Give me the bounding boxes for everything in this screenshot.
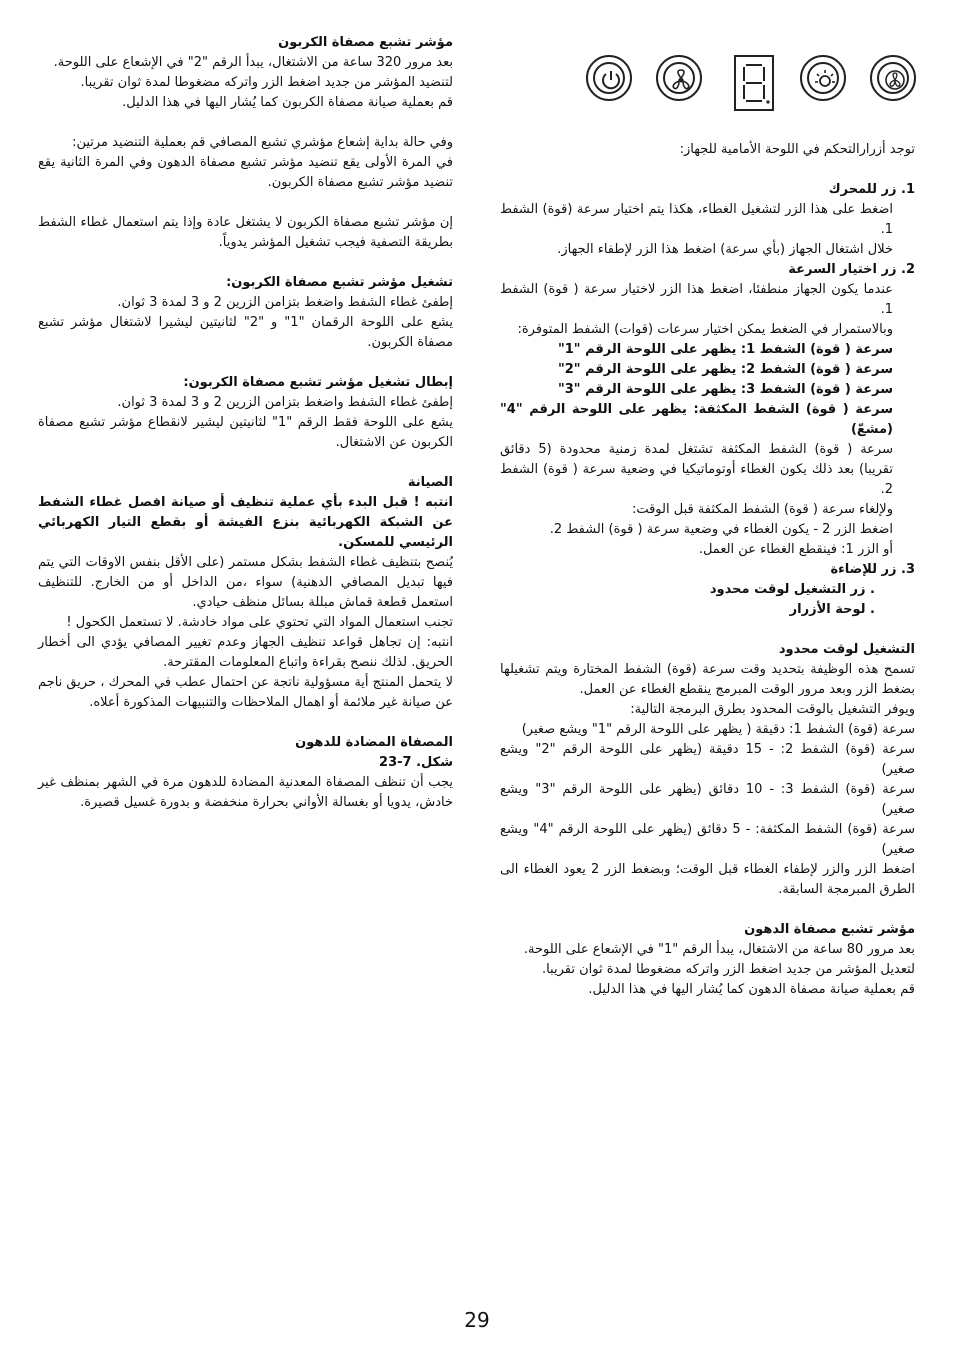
item1-title: 1. زر للمحرك [828,182,915,197]
maintenance-title: الصيانة [407,475,453,490]
left-column [38,33,453,813]
filter-figure-ref: شكل. 7-23 [379,755,453,770]
speed-line: سرعة ( قوة) الشفط 3: يظهر على اللوحة الرقم "3" [557,382,893,397]
intensive-line: ولإلغاء سرعة ( قوة) الشفط المكثفة قبل الوقت: [631,502,893,517]
speed-line: سرعة ( قوة) الشفط 1: يظهر على اللوحة الرقم "1" [557,342,893,357]
intensive-line: اضغط الزر 2 - يكون الغطاء في وضعية سرعة ( قوة) الشفط 2. [549,522,893,537]
double-reset-line: وفي حالة بداية إشعاع مؤشري تشبع المصافي قم بعملية التنضيد مرتين: [72,135,453,150]
maintenance-line: لا يتحمل المنتج أية مسؤولية ناتجة عن احتمال عطب في المحرك ، حريق ناجم عن صيانة غير ملائمة أو اهمال الملاحظات والتنبيهات المذكورة أعلاه. [38,675,453,710]
filter-line: يجب أن تنظف المصفاة المعدنية المضادة للدهون مرة في الشهر بمنظف غير خادش، يدويا أو بغسالة الأواني بحرارة منخفضة و بدورة غسيل قصيرة. [38,775,453,810]
control-panel [586,55,918,111]
right-column [500,140,915,1000]
item3-title: 3. زر للإضاءة [830,562,915,577]
item1-line: اضغط على هذا الزر لتشغيل الغطاء، هكذا يتم اختيار سرعة (قوة) الشفط 1. [500,202,893,237]
filter-title: المصفاة المضادة للدهون [295,735,453,750]
item2-line: عندما يكون الجهاز منطفئا، اضغط هذا الزر لاختيار سرعة ( قوة) الشفط 1. [500,282,893,317]
speed-line: سرعة ( قوة) الشفط المكثفة: يظهر على اللوحة الرقم "4" (مشعّ) [500,402,893,437]
timer-fan-icon [870,55,916,101]
double-reset-line: في المرة الأولى يقع تنضيد مؤشر تشبع مصفاة الدهون وفي المرة الثانية يقع تنضيد مؤشر تشبع مصفاة الكربون. [38,155,453,190]
disable-title: إبطال تشغيل مؤشر تشبع مصفاة الكربون: [183,375,453,390]
maintenance-line: تجنب استعمال المواد التي تحتوي على مواد خادشة. لا تستعمل الكحول ! [66,615,453,630]
carbon-line: بعد مرور 320 ساعة من الاشتغال، يبدأ الرقم "2" في الإشعاع على اللوحة. [53,55,453,70]
enable-line: إطفئ غطاء الشفط واضغط بتزامن الزرين 2 و 3 لمدة 3 ثوان. [117,295,453,310]
enable-line: يشع على اللوحة الرقمان "1" و "2" لثانيتين ليشيرا لاشتغال مؤشر تشبع مصفاة الكربون. [38,315,454,350]
carbon-line: قم بعملية صيانة مصفاة الكربون كما يُشار اليها في هذا الدليل. [122,95,453,110]
manual-activation-note: إن مؤشر تشبع مصفاة الكربون لا يشتغل عادة وإذا يتم استعمال غطاء الشفط بطريقة التصفية فيجب تشغيل المؤشر يدوياً. [38,215,453,250]
grease-title: مؤشر تشبع مصفاة الدهون [744,922,915,937]
grease-line: بعد مرور 80 ساعة من الاشتغال، يبدأ الرقم "1" في الإشعاع على اللوحة. [523,942,915,957]
power-icon [586,55,632,101]
intensive-line: سرعة ( قوة) الشفط المكثفة تشتغل لمدة زمنية محدودة (5 دقائق تقريبا) بعد ذلك يكون الغطاء أوتوماتيكيا في وضعية سرعة ( قوة) الشفط 2. [500,442,893,497]
timer-title: التشغيل لوقت محدود [778,642,915,657]
disable-line: يشع على اللوحة فقط الرقم "1" لثانيتين ليشير لانقطاع مؤشر تشبع مصفاة الكربون عن الاشتغال. [38,415,453,450]
maintenance-line: يُنصح بتنظيف غطاء الشفط بشكل مستمر (على الأقل بنفس الاوقات التي يتم فيها تبديل المصافي الدهنية) سواء ،من الداخل أو من الخارج. للتنظيف استعمل قطعة قماش مبللة بسائل منظف حيادي. [38,555,453,610]
item1-line: خلال اشتغال الجهاز (بأي سرعة) اضغط هذا الزر لإطفاء الجهاز. [557,242,893,257]
page-number: 29 [464,1308,490,1332]
bullet-timer: . زر التشغيل لوقت محدود [709,582,875,597]
grease-line: قم بعملية صيانة مصفاة الدهون كما يُشار اليها في هذا الدليل. [588,982,915,997]
enable-title: تشغيل مؤشر تشبع مصفاة الكربون: [226,275,453,290]
carbon-line: لتنضيد المؤشر من جديد اضغط الزر واتركه مضغوطا لمدة ثوان تقريبا. [80,75,453,90]
timer-line: تسمح هذه الوظيفة بتحديد وقت سرعة (قوة) الشفط المختارة ويتم تشغيلها بضغط الزر وبعد مرور الوقت المبرمج ينقطع الغطاء عن العمل. [500,662,915,697]
maintenance-line: انتبه: إن تجاهل قواعد تنظيف الجهاز وعدم تغيير المصافي يؤدي الى أخطار الحريق. لذلك ننصح بقراءة واتباع المعلومات المقترحة. [38,635,453,670]
intensive-line: أو الزر 1: فينقطع الغطاء عن العمل. [698,542,893,557]
bullet-panel: . لوحة الأزرار [789,602,875,617]
timer-line: ويوفر التشغيل بالوقت المحدود بطرق البرمجة التالية: [630,702,915,717]
speed-line: سرعة ( قوة) الشفط 2: يظهر على اللوحة الرقم "2" [557,362,893,377]
timer-line: اضغط الزر والزر لإطفاء الغطاء قبل الوقت؛ وبضغط الزر 2 يعود الغطاء الى الطرق المبرمجة السابقة. [500,862,915,897]
timer-line: سرعة (قوة) الشفط 2: - 15 دقيقة (يظهر على اللوحة الرقم "2" ويشع صغير) [500,742,915,777]
light-icon [800,55,846,101]
fan-icon [656,55,702,101]
carbon-title: مؤشر تشبع مصفاة الكربون [278,35,453,50]
intro: توجد أزرارالتحكم في اللوحة الأمامية للجهاز: [679,142,915,157]
maintenance-warning: انتبه ! قبل البدء بأي عملية تنظيف أو صيانة افصل غطاء الشفط عن الشبكة الكهربائية بنزع الفيشة أو بقطع التيار الكهربائي الرئيسي للمسكن. [38,495,453,550]
timer-line: سرعة (قوة) الشفط المكثفة: - 5 دقائق (يظهر على اللوحة الرقم "4" ويشع صغير) [500,822,916,857]
timer-line: سرعة (قوة) الشفط 1: دقيقة ( يظهر على اللوحة الرقم "1" ويشع صغير) [521,722,915,737]
item2-title: 2. زر اختيار السرعة [788,262,915,277]
timer-line: سرعة (قوة) الشفط 3: - 10 دقائق (يظهر على اللوحة الرقم "3" ويشع صغير) [500,782,915,817]
item2-line: وبالاستمرار في الضغط يمكن اختيار سرعات (قوات) الشفط المتوفرة: [517,322,893,337]
seven-segment-display [734,55,774,111]
disable-line: إطفئ غطاء الشفط واضغط بتزامن الزرين 2 و 3 لمدة 3 ثوان. [117,395,453,410]
grease-line: لتعديل المؤشر من جديد اضغط الزر واتركه مضغوطا لمدة ثوان تقريبا. [541,962,915,977]
